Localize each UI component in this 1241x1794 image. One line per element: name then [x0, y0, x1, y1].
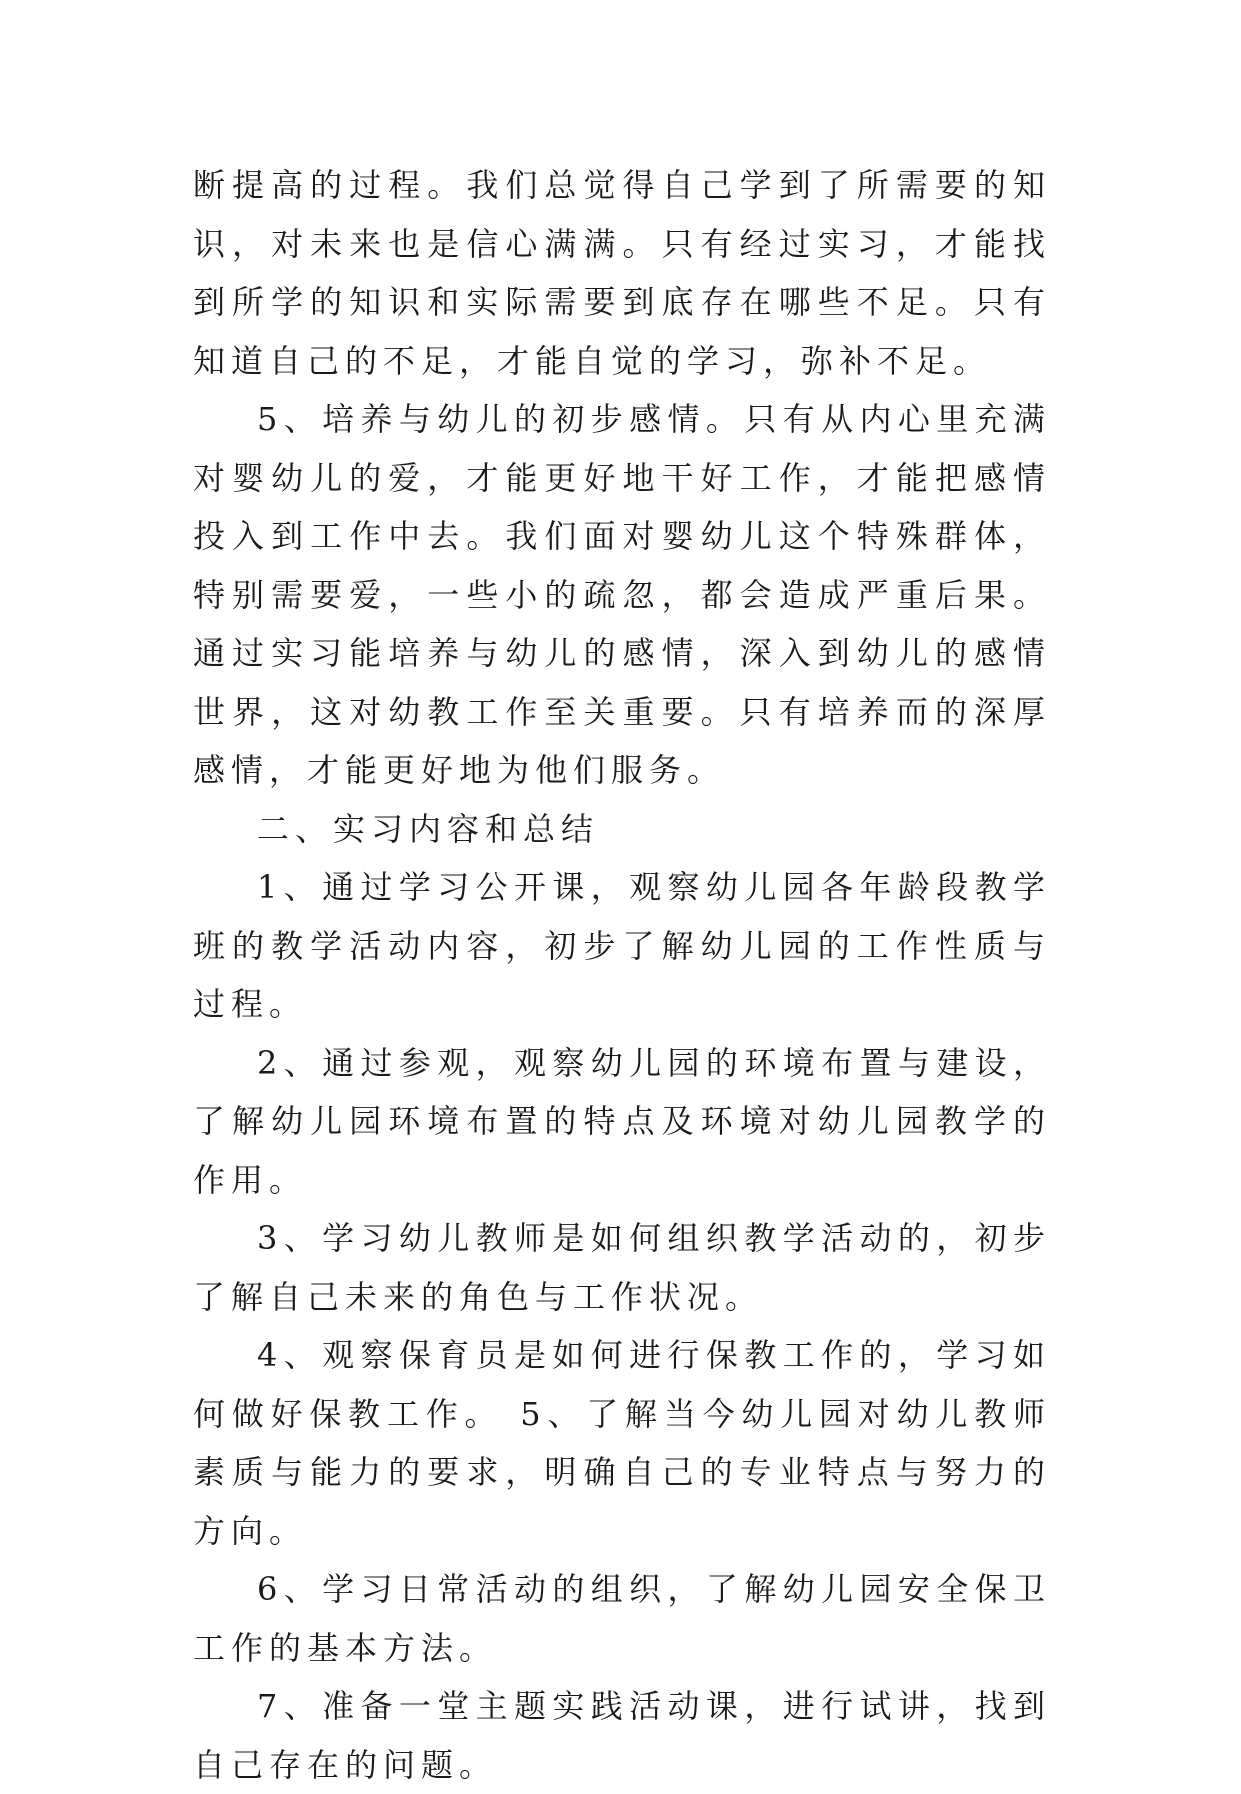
paragraph-item-4-5: 4、观察保育员是如何进行保教工作的，学习如何做好保教工作。 5、了解当今幼儿园对幼儿教师素质与能力的要求，明确自己的专业特点与努力的方向。	[193, 1336, 1051, 1550]
paragraph-item-2: 2、通过参观，观察幼儿园的环境布置与建设，了解幼儿园环境布置的特点及环境对幼儿园教学的作用。	[193, 1043, 1051, 1199]
paragraph-continuation: 断提高的过程。我们总觉得自己学到了所需要的知识，对未来也是信心满满。只有经过实习，才能找到所学的知识和实际需要到底存在哪些不足。只有知道自己的不足，才能自觉的学习，弥补不足。	[193, 166, 1051, 380]
document-body	[193, 156, 1051, 1794]
paragraph-item-1: 1、通过学习公开课，观察幼儿园各年龄段教学班的教学活动内容，初步了解幼儿园的工作性质与过程。	[193, 868, 1051, 1023]
section-heading-internship-content: 二、实习内容和总结	[257, 809, 600, 848]
paragraph-item-3: 3、学习幼儿教师是如何组织教学活动的，初步了解自己未来的角色与工作状况。	[193, 1219, 1051, 1316]
paragraph-item-7: 7、准备一堂主题实践活动课，进行试讲，找到自己存在的问题。	[193, 1687, 1051, 1784]
paragraph-item-5-feelings: 5、培养与幼儿的初步感情。只有从内心里充满对婴幼儿的爱，才能更好地干好工作，才能把感情投入到工作中去。我们面对婴幼儿这个特殊群体，特别需要爱，一些小的疏忽，都会造成严重后果。通过实习能培养与幼儿的感情，深入到幼儿的感情世界，这对幼教工作至关重要。只有培养而的深厚感情，才能更好地为他们服务。	[193, 400, 1051, 789]
paragraph-item-6: 6、学习日常活动的组织，了解幼儿园安全保卫工作的基本方法。	[193, 1570, 1051, 1667]
